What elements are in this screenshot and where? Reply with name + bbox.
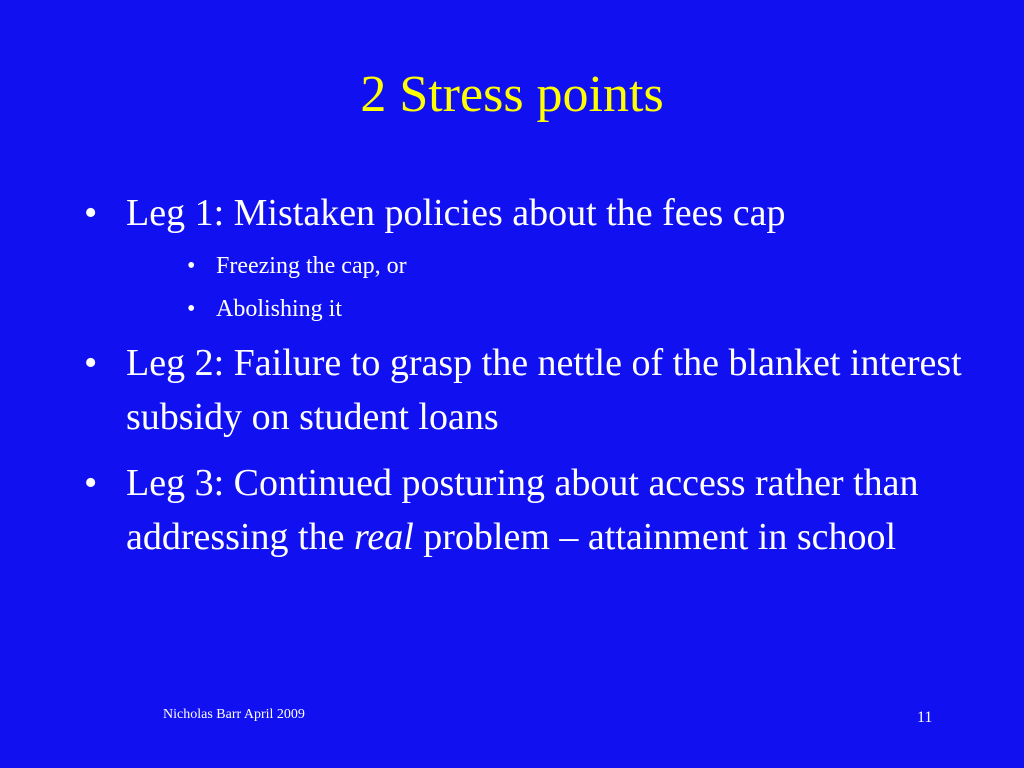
bullet-icon: • bbox=[84, 342, 98, 384]
page-number: 11 bbox=[917, 709, 933, 726]
sub-bullet-item bbox=[84, 249, 964, 283]
bullet-item-leg-1 bbox=[84, 186, 964, 240]
bullet-item-leg-3 bbox=[84, 456, 964, 564]
bullet-text bbox=[126, 462, 919, 558]
bullet-text-part: Leg 3: Continued posturing about access rather than addressing the bbox=[126, 462, 919, 558]
bullet-list bbox=[84, 186, 964, 564]
sub-bullet-item bbox=[84, 292, 964, 326]
bullet-icon: • bbox=[187, 253, 196, 279]
bullet-item-leg-2 bbox=[84, 336, 964, 444]
emphasis-text: real bbox=[353, 516, 414, 558]
bullet-text: Leg 2: Failure to grasp the nettle of the blanket interest subsidy on student loans bbox=[126, 342, 962, 438]
bullet-text: Leg 1: Mistaken policies about the fees cap bbox=[126, 192, 786, 234]
sub-bullet-text: Freezing the cap, or bbox=[216, 253, 407, 279]
bullet-icon: • bbox=[84, 192, 98, 234]
footer-text: Nicholas Barr April 2009 bbox=[163, 707, 305, 722]
bullet-icon: • bbox=[187, 296, 196, 322]
bullet-text-part: problem – attainment in school bbox=[413, 516, 897, 558]
sub-bullet-text: Abolishing it bbox=[216, 296, 343, 322]
slide-title: 2 Stress points bbox=[360, 66, 664, 123]
bullet-icon: • bbox=[84, 462, 98, 504]
